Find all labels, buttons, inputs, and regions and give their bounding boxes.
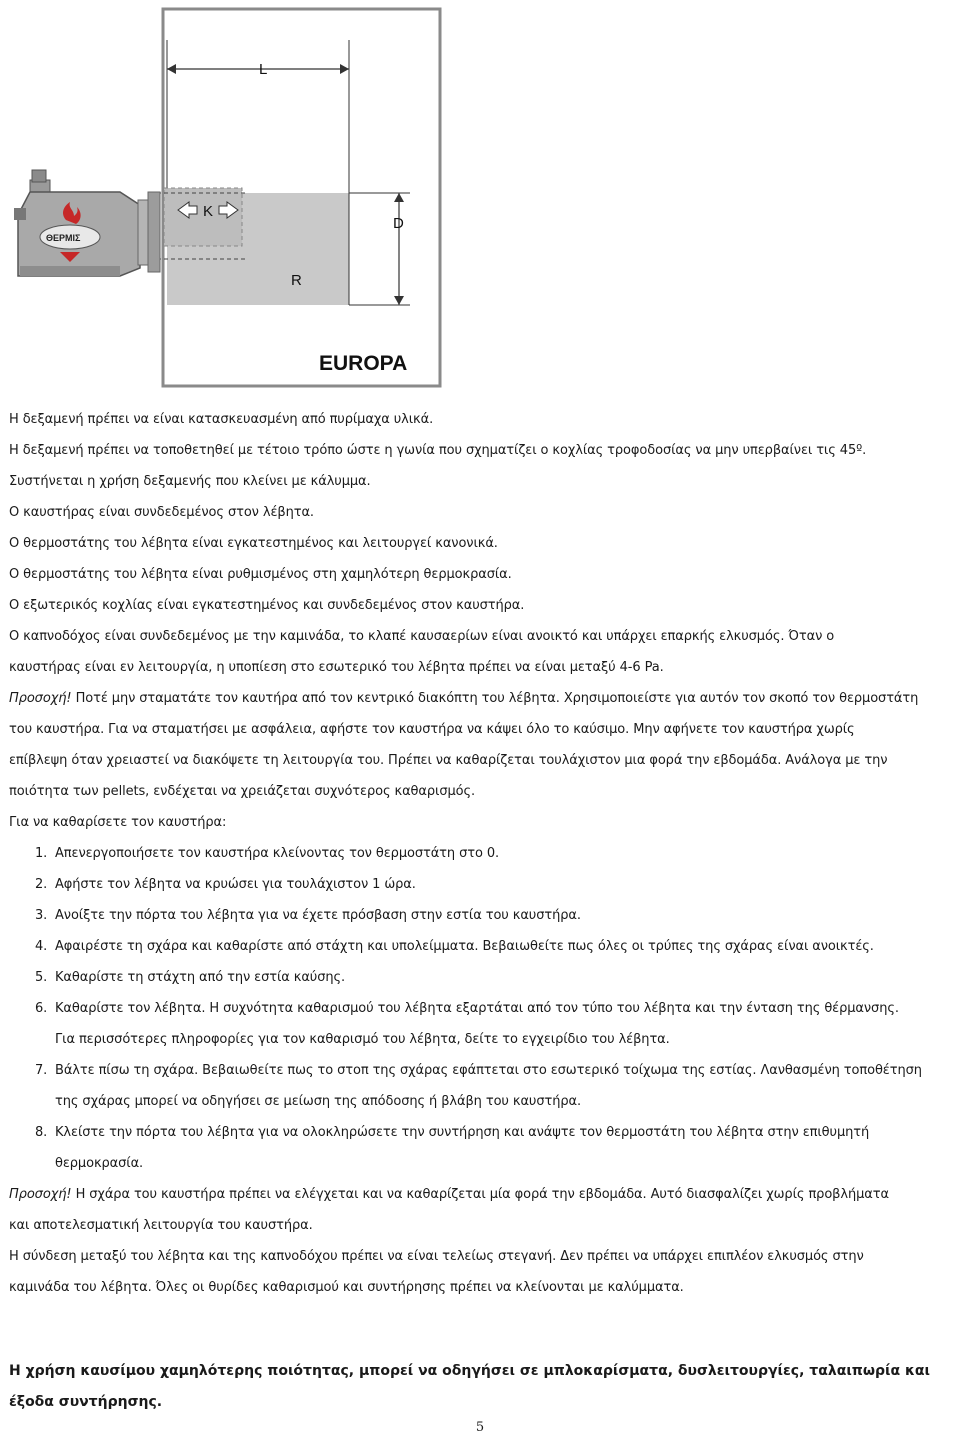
step-7: 7. Βάλτε πίσω τη σχάρα. Βεβαιωθείτε πως το στοπ της σχάρας εφάπτεται στο εσωτερικό τοίχωμα της εστίας. Λανθασμένη τοποθέτηση της σχάρας μπορεί να οδηγήσει σε μείωση της απόδοσης ή βλάβη του καυστήρα. [35,1063,922,1109]
warning-line: Προσοχή! Ποτέ μην σταματάτε τον καυτήρα από τον κεντρικό διακόπτη του λέβητα. Χρησιμοποιείστε για αυτόν τον σκοπό τον θερμοστάτη [9,691,919,706]
step-2: 2. Αφήστε τον λέβητα να κρυώσει για τουλάχιστον 1 ώρα. [35,877,416,892]
warning-line: και αποτελεσματική λειτουργία του καυστήρα. [9,1218,313,1233]
dim-label-R: R [291,272,302,289]
warning-prefix: Προσοχή! [9,691,72,706]
dim-label-K: K [203,203,214,220]
dim-label-D: D [393,215,404,232]
text-line: Ο εξωτερικός κοχλίας είναι εγκατεστημένος και συνδεδεμένος στον καυστήρα. [9,598,525,613]
checklist-block [9,404,954,1303]
text-line: Ο καυστήρας είναι συνδεδεμένος στον λέβητα. [9,505,314,520]
cleaning-steps [9,838,954,1179]
chimney-line: Ο καπνοδόχος είναι συνδεδεμένος με την καμινάδα, το κλαπέ καυσαερίων είναι ανοικτό και υπάρχει επαρκής ελκυσμός. Όταν ο [9,629,835,644]
text-line: Συστήνεται η χρήση δεξαμενής που κλείνει με κάλυμμα. [9,474,371,489]
warning-line: του καυστήρα. Για να σταματήσει με ασφάλεια, αφήστε τον καυστήρα να κάψει όλο το καύσιμο. Μην αφήνετε τον καυστήρα χωρίς [9,722,855,737]
warning-line: ποιότητα των pellets, ενδέχεται να χρειάζεται συχνότερος καθαρισμός. [9,784,476,799]
chimney-line: καυστήρας είναι εν λειτουργία, η υποπίεση στο εσωτερικό του λέβητα πρέπει να είναι μεταξύ 4-6 Pa. [9,660,664,675]
text-line: Ο θερμοστάτης του λέβητα είναι εγκατεστημένος και λειτουργεί κανονικά. [9,536,498,551]
figure-title: EUROPA [319,352,408,375]
text-line: Ο θερμοστάτης του λέβητα είναι ρυθμισμένος στη χαμηλότερη θερμοκρασία. [9,567,512,582]
boiler-burner-diagram [0,0,960,395]
warning-prefix: Προσοχή! [9,1187,72,1202]
fuel-quality-note: Η χρήση καυσίμου χαμηλότερης ποιότητας, μπορεί να οδηγήσει σε μπλοκαρίσματα, δυσλειτουργίες, ταλαιπωρία και έξοδα συντήρησης. [9,1363,931,1410]
step-3: 3. Ανοίξτε την πόρτα του λέβητα για να έχετε πρόσβαση στην εστία του καυστήρα. [35,908,581,923]
step-4: 4. Αφαιρέστε τη σχάρα και καθαρίστε από στάχτη και υπολείμματα. Βεβαιωθείτε πως όλες οι τρύπες της σχάρας είναι ανοικτές. [35,939,874,954]
step-6: 6. Καθαρίστε τον λέβητα. Η συχνότητα καθαρισμού του λέβητα εξαρτάται από τον τύπο του λέβητα και την ένταση της θέρμανσης. Για περισσότερες πληροφορίες για τον καθαρισμό του λέβητα, δείτε το εγχειρίδιο του λέβητα. [35,1001,899,1047]
step-1: 1. Απενεργοποιήσετε τον καυστήρα κλείνοντας τον θερμοστάτη στο 0. [35,846,500,861]
text-line: Η δεξαμενή πρέπει να τοποθετηθεί με τέτοιο τρόπο ώστε η γωνία που σχηματίζει ο κοχλίας τροφοδοσίας να μην υπερβαίνει τις 45º. [9,443,867,458]
page-number: 5 [475,1420,485,1435]
text-line: Η δεξαμενή πρέπει να είναι κατασκευασμένη από πυρίμαχα υλικά. [9,412,434,427]
step-8: 8. Κλείστε την πόρτα του λέβητα για να ολοκληρώσετε την συντήρηση και ανάψτε τον θερμοστάτη του λέβητα στην επιθυμητή θερμοκρασία. [35,1125,870,1171]
seal-line: Η σύνδεση μεταξύ του λέβητα και της καπνοδόχου πρέπει να είναι τελείως στεγανή. Δεν πρέπει να υπάρχει επιπλέον ελκυσμός στην [9,1249,864,1264]
warning-line: επίβλεψη όταν χρειαστεί να διακόψετε τη λειτουργία του. Πρέπει να καθαρίζεται τουλάχιστον μια φορά την εβδομάδα. Ανάλογα με την [9,753,888,768]
cleaning-intro: Για να καθαρίσετε τον καυστήρα: [9,815,227,830]
warning-line: Προσοχή! Η σχάρα του καυστήρα πρέπει να ελέγχεται και να καθαρίζεται μία φορά την εβδομάδα. Αυτό διασφαλίζει χωρίς προβλήματα [9,1187,889,1202]
dim-label-L: L [259,61,268,78]
seal-line: καμινάδα του λέβητα. Όλες οι θυρίδες καθαρισμού και συντήρησης πρέπει να κλείνονται με καλύμματα. [9,1280,684,1295]
step-5: 5. Καθαρίστε τη στάχτη από την εστία καύσης. [35,970,346,985]
burner-unit [14,170,160,276]
brand-logo: ΘΕΡΜΙΣ [46,233,81,243]
